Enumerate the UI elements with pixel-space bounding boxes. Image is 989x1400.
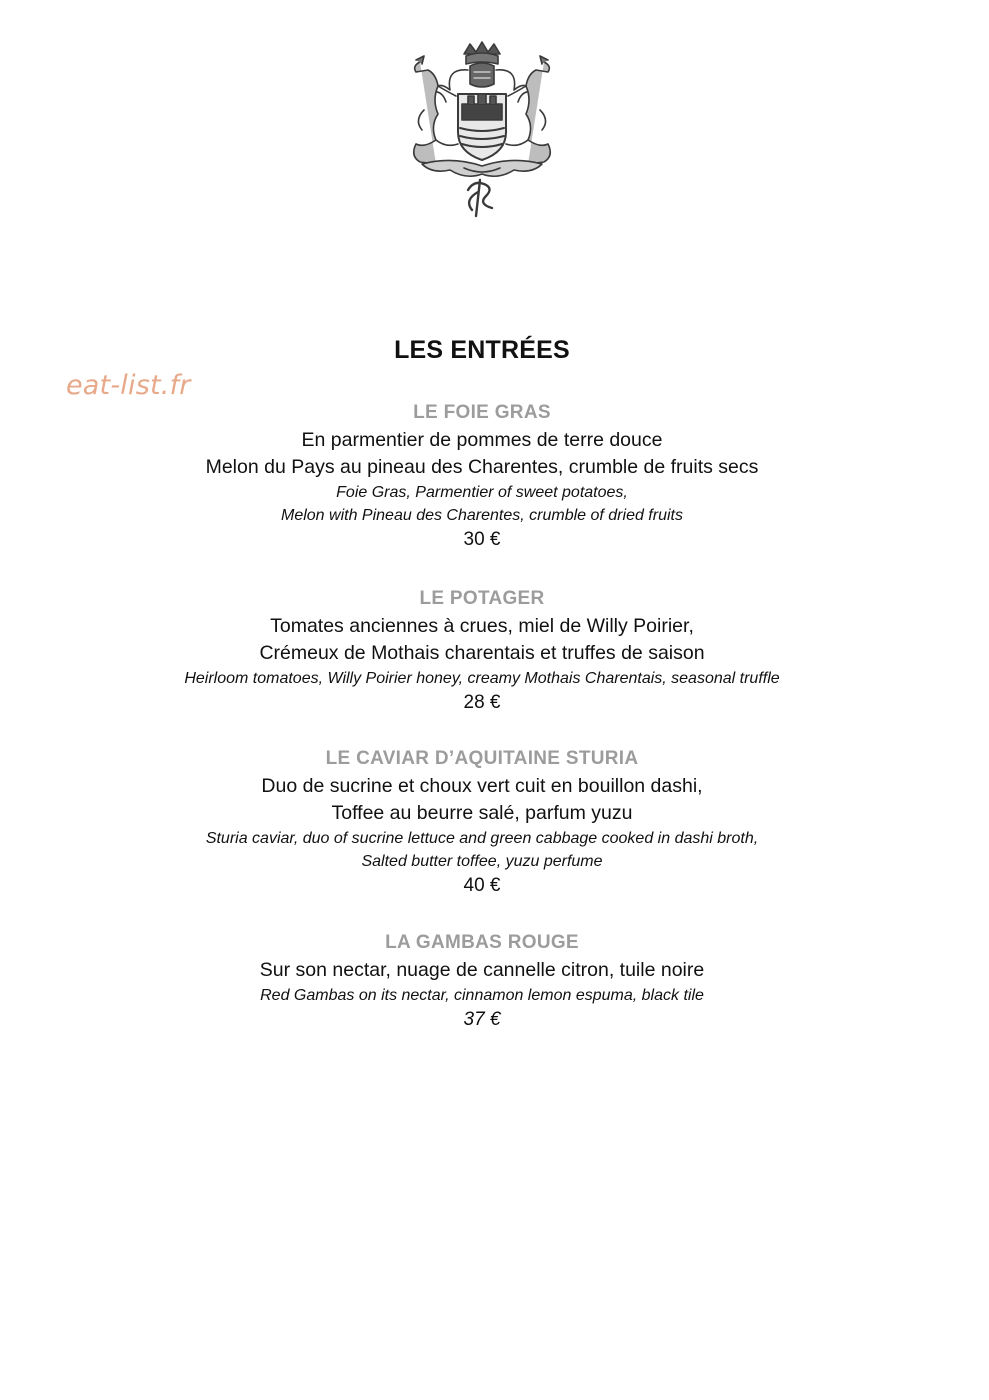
- dish-price: 37 €: [463, 1009, 501, 1030]
- description-line: Duo de sucrine et choux vert cuit en bouillon dashi,: [261, 775, 703, 797]
- dish-description-fr: [0, 613, 964, 667]
- dish-price: 40 €: [463, 875, 501, 896]
- watermark-text: eat-list.fr: [66, 370, 191, 401]
- crest-logo: [402, 40, 562, 218]
- description-line: Tomates anciennes à crues, miel de Willy Poirier,: [270, 615, 694, 637]
- description-line: Foie Gras, Parmentier of sweet potatoes,: [336, 484, 628, 501]
- dish-description-fr: [0, 773, 964, 827]
- dish-description-fr: [0, 957, 964, 984]
- description-line: Red Gambas on its nectar, cinnamon lemon espuma, black tile: [260, 987, 704, 1004]
- description-line: Melon du Pays au pineau des Charentes, crumble de fruits secs: [205, 456, 759, 478]
- description-line: En parmentier de pommes de terre douce: [301, 429, 663, 451]
- description-line: Salted butter toffee, yuzu perfume: [361, 853, 603, 870]
- description-line: Toffee au beurre salé, parfum yuzu: [331, 802, 633, 824]
- dish-name: LE FOIE GRAS: [413, 402, 551, 423]
- dish-description-en: [0, 827, 964, 873]
- dish-price: 30 €: [463, 529, 501, 550]
- dish-name: LE CAVIAR D’AQUITAINE STURIA: [325, 748, 639, 769]
- dish-description-en: [0, 984, 964, 1007]
- description-line: Heirloom tomatoes, Willy Poirier honey, creamy Mothais Charentais, seasonal truffle: [184, 670, 780, 687]
- dish-price: 28 €: [463, 692, 501, 713]
- dish-description-en: [0, 481, 964, 527]
- description-line: Melon with Pineau des Charentes, crumble of dried fruits: [281, 507, 683, 524]
- dish-description-fr: [0, 427, 964, 481]
- description-line: Crémeux de Mothais charentais et truffes de saison: [259, 642, 705, 664]
- dish-item: [0, 745, 964, 898]
- dish-name: LE POTAGER: [419, 588, 545, 609]
- dish-description-en: [0, 667, 964, 690]
- description-line: Sturia caviar, duo of sucrine lettuce and green cabbage cooked in dashi broth,: [205, 830, 759, 847]
- dish-name: LA GAMBAS ROUGE: [385, 932, 579, 953]
- dish-item: [0, 585, 964, 715]
- dish-item: [0, 929, 964, 1032]
- dish-item: [0, 399, 964, 552]
- description-line: Sur son nectar, nuage de cannelle citron, tuile noire: [259, 959, 705, 981]
- section-title: LES ENTRÉES: [394, 336, 570, 364]
